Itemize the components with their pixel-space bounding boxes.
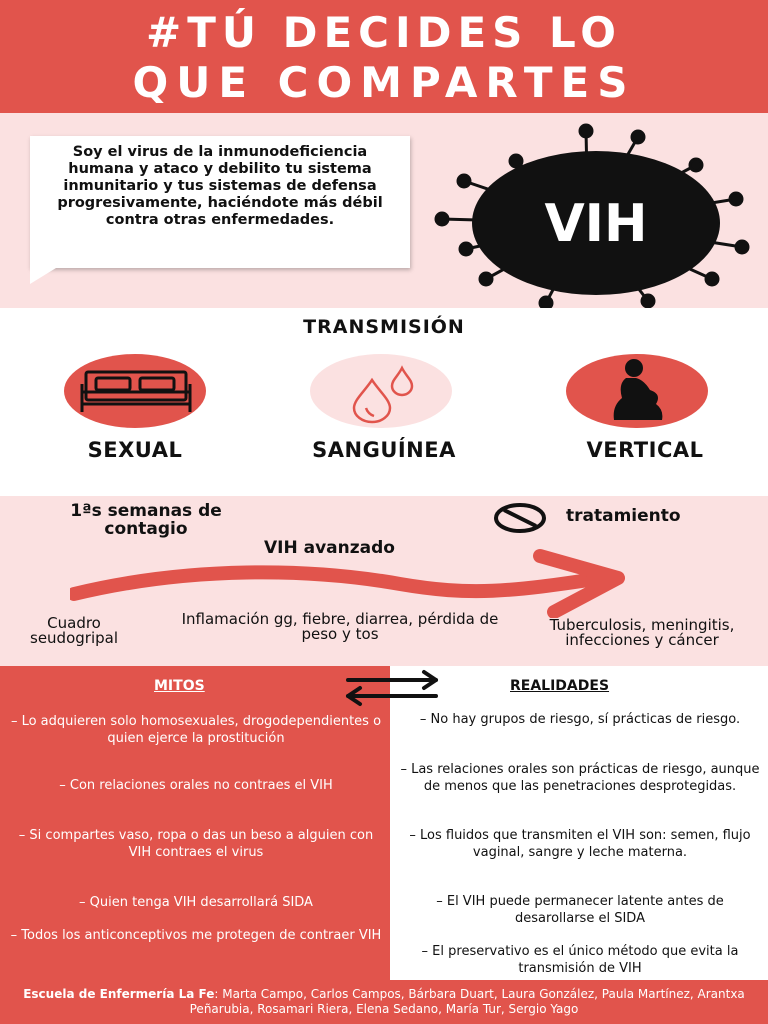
bed-icon (64, 354, 206, 428)
myth-item: – Lo adquieren solo homosexuales, drogodependientes o quien ejerce la prostitución (10, 714, 382, 746)
vertical-circle (566, 354, 708, 428)
myths-column (0, 666, 390, 980)
myth-item: – Con relaciones orales no contraes el VIH (59, 778, 333, 793)
sexual-circle (64, 354, 206, 428)
speech-bubble (30, 136, 410, 268)
myth-item: – Quien tenga VIH desarrollará SIDA (79, 895, 313, 910)
stage-mid-text: Inflamación gg, fiebre, diarrea, pérdida de peso y tos (181, 610, 499, 643)
stage-advanced-text: Tuberculosis, meningitis, infecciones y cáncer (549, 616, 735, 649)
header-title-line2: QUE COMPARTES (132, 58, 636, 107)
speech-bubble-tail (30, 268, 56, 284)
treatment-label: tratamiento (566, 506, 681, 526)
no-symbol-icon (492, 502, 548, 534)
reality-item: – El VIH puede permanecer latente antes de desarollarse el SIDA (436, 894, 724, 926)
credits-footer (0, 980, 768, 1024)
reality-item: – No hay grupos de riesgo, sí prácticas de riesgo. (419, 712, 741, 727)
reality-item: – Las relaciones orales son prácticas de riesgo, aunque de menos que las penetraciones desprotegidas. (400, 762, 760, 794)
transmission-label-sexual: SEXUAL (87, 438, 183, 462)
swap-arrows-icon (340, 668, 444, 708)
transmission-section (0, 308, 768, 496)
header-banner (0, 0, 768, 113)
first-weeks-label: 1ªs semanas de contagio (70, 501, 222, 539)
pregnant-woman-icon (566, 354, 708, 428)
realities-title: REALIDADES (510, 678, 610, 694)
virus-label: VIH (544, 194, 648, 254)
school-name: Escuela de Enfermería La Fe (23, 987, 215, 1001)
speech-bubble-text: Soy el virus de la inmunodeficiencia humana y ataco y debilito tu sistema inmunitario y tus sistemas de defensa progresivamente, haciéndote más débil contra otras enfermedades. (57, 144, 383, 228)
progression-section (0, 496, 768, 666)
myth-item: – Si compartes vaso, ropa o das un beso a alguien con VIH contraes el virus (18, 828, 374, 860)
reality-item: – Los fluidos que transmiten el VIH son: semen, flujo vaginal, sangre y leche materna. (409, 828, 751, 860)
myths-title: MITOS (154, 678, 205, 694)
realities-column (390, 666, 768, 980)
header-title-line1: #TÚ DECIDES LO (146, 8, 622, 57)
reality-item: – El preservativo es el único método que evita la transmisión de VIH (421, 944, 739, 976)
transmission-label-blood: SANGUÍNEA (312, 438, 456, 462)
intro-section (0, 113, 768, 308)
advanced-label: VIH avanzado (264, 538, 395, 558)
blood-circle (310, 354, 452, 428)
virus-icon (426, 123, 756, 313)
stage-early-text: Cuadro seudogripal (30, 614, 118, 647)
transmission-title: TRANSMISIÓN (303, 316, 465, 338)
blood-drops-icon (310, 354, 452, 428)
progression-arrow-icon (70, 548, 630, 618)
transmission-label-vertical: VERTICAL (586, 438, 704, 462)
myth-item: – Todos los anticonceptivos me protegen de contraer VIH (10, 928, 382, 943)
authors-list: : Marta Campo, Carlos Campos, Bárbara Duart, Laura González, Paula Martínez, Arantxa Peñarubia, Rosamari Riera, Elena Sedano, María Tur, Sergio Yago (189, 987, 745, 1016)
